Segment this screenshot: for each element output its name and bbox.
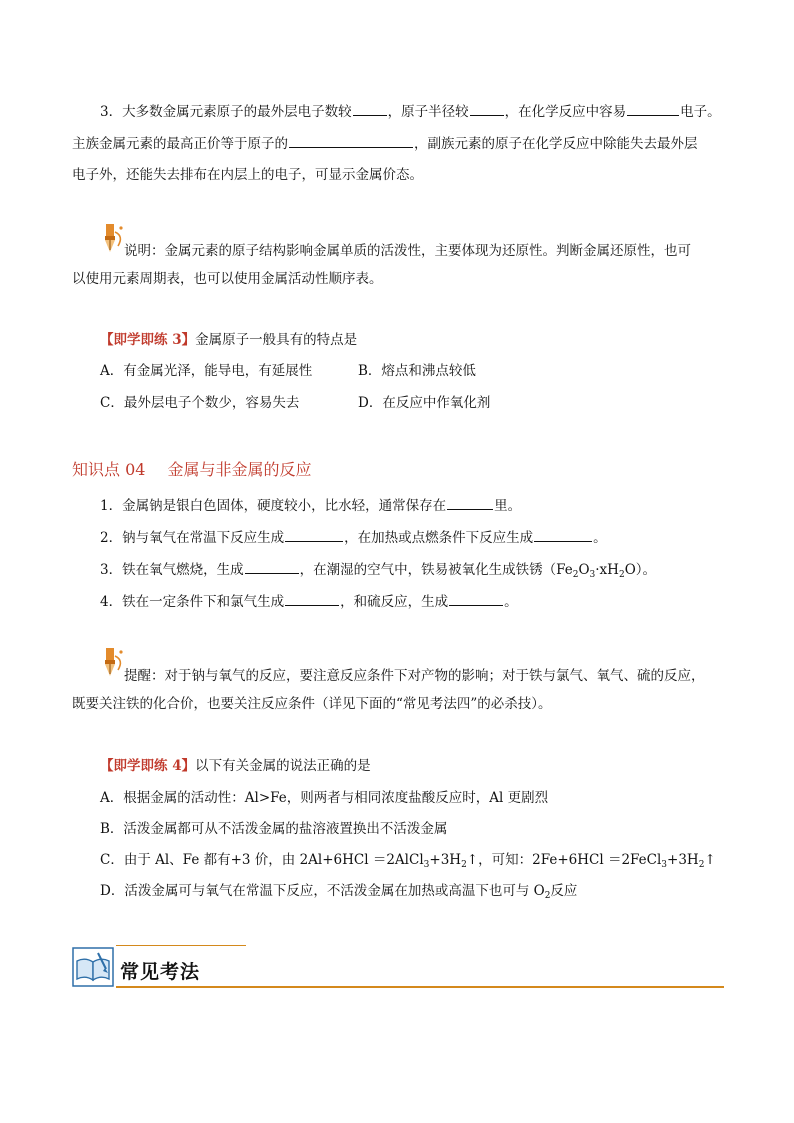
p3-line1 — [100, 101, 721, 122]
fill-blank[interactable] — [245, 559, 299, 574]
kp4-item1-text-b: 里。 — [494, 498, 522, 514]
fill-blank[interactable] — [627, 101, 679, 116]
pen-note-icon — [100, 646, 126, 680]
practice3-tag: 【即学即练 3】 — [100, 332, 196, 348]
practice4-option-c-text-c: ↑，可知：2Fe+6HCl ＝2FeCl — [466, 852, 662, 868]
kp4-item2-text-b: ，在加热或点燃条件下反应生成 — [344, 530, 534, 546]
subscript: 2 — [461, 860, 467, 870]
fill-blank[interactable] — [449, 591, 503, 606]
kp4-item2-text-a: 2．钠与氧气在常温下反应生成 — [100, 530, 285, 546]
practice4-option-c-text-b: +3H — [429, 852, 462, 868]
note2-line1: 提醒：对于钠与氧气的反应，要注意反应条件下对产物的影响；对于铁与氯气、氧气、硫的反应， — [124, 668, 705, 684]
practice4-option-b[interactable]: B．活泼金属都可从不活泼金属的盐溶液置换出不活泼金属 — [100, 821, 448, 837]
practice4-option-c-text-e: ↑ — [704, 852, 716, 868]
kp4-item3-text-d: ·xH — [595, 562, 619, 578]
kp4-item2-text-c: 。 — [593, 530, 607, 546]
kp4-item1 — [100, 495, 521, 516]
kp4-item3-text-c: O — [578, 562, 590, 578]
section-rule — [116, 986, 724, 988]
knowledge-point-number: 知识点 04 — [72, 460, 146, 479]
practice4-option-d-text-b: 反应 — [550, 883, 578, 899]
practice4-tag: 【即学即练 4】 — [100, 758, 196, 774]
practice4-option-c-text-a: C．由于 Al、Fe 都有+3 价，由 2Al+6HCl ＝2AlCl — [100, 852, 424, 868]
practice4-option-c[interactable] — [100, 850, 716, 875]
section-title: 常见考法 — [120, 961, 201, 983]
practice4-option-c-text-d: +3H — [667, 852, 699, 868]
practice4-option-a[interactable]: A．根据金属的活动性：Al>Fe，则两者与相同浓度盐酸反应时，Al 更剧烈 — [100, 790, 549, 806]
p3-text-line2a: 主族金属元素的最高正价等于原子的 — [72, 136, 288, 152]
practice3-option-d[interactable]: D．在反应中作氧化剂 — [358, 395, 491, 411]
knowledge-point-heading — [72, 459, 311, 481]
kp4-item4-text-c: 。 — [504, 594, 518, 610]
kp4-item4-text-a: 4．铁在一定条件下和氯气生成 — [100, 594, 285, 610]
practice3-question-text: 金属原子一般具有的特点是 — [195, 332, 358, 348]
section-header — [72, 945, 724, 989]
open-book-icon — [72, 947, 114, 987]
fill-blank[interactable] — [285, 591, 339, 606]
document-page — [72, 0, 724, 1123]
p3-text-d: 电子。 — [680, 104, 721, 120]
fill-blank[interactable] — [534, 527, 592, 542]
kp4-item4-text-b: ，和硫反应，生成 — [340, 594, 449, 610]
p3-line2 — [72, 133, 698, 154]
subscript: 2 — [618, 570, 625, 580]
fill-blank[interactable] — [470, 101, 504, 116]
subscript: 2 — [698, 860, 705, 870]
subscript: 3 — [589, 570, 596, 580]
knowledge-point-title: 金属与非金属的反应 — [167, 460, 312, 479]
practice4-option-d-text-a: D．活泼金属可与氧气在常温下反应，不活泼金属在加热或高温下也可与 O — [100, 883, 545, 899]
note1-line1: 说明：金属元素的原子结构影响金属单质的活泼性，主要体现为还原性。判断金属还原性，也可 — [124, 243, 691, 259]
pen-note-icon — [100, 222, 126, 256]
fill-blank[interactable] — [285, 527, 343, 542]
subscript: 3 — [661, 860, 668, 870]
fill-blank[interactable] — [447, 495, 493, 510]
practice4-option-d[interactable] — [100, 881, 577, 906]
kp4-item3 — [100, 559, 656, 585]
practice3-question — [100, 330, 357, 350]
fill-blank[interactable] — [289, 133, 413, 148]
p3-text-a: 3．大多数金属元素原子的最外层电子数较 — [100, 104, 352, 120]
practice3-option-a[interactable]: A．有金属光泽，能导电，有延展性 — [100, 363, 313, 379]
kp4-item1-text-a: 1．金属钠是银白色固体，硬度较小，比水轻，通常保存在 — [100, 498, 447, 514]
subscript: 3 — [423, 860, 430, 870]
fill-blank[interactable] — [353, 101, 387, 116]
practice3-option-c[interactable]: C．最外层电子个数少，容易失去 — [100, 395, 300, 411]
kp4-item2 — [100, 527, 607, 548]
p3-line3: 电子外，还能失去排布在内层上的电子，可显示金属价态。 — [72, 167, 423, 183]
practice3-option-b[interactable]: B．熔点和沸点较低 — [358, 363, 476, 379]
note1-line2: 以使用元素周期表，也可以使用金属活动性顺序表。 — [72, 271, 383, 287]
subscript: 2 — [572, 570, 579, 580]
kp4-item3-text-a: 3．铁在氧气燃烧，生成 — [100, 562, 244, 578]
kp4-item3-text-b: ，在潮湿的空气中，铁易被氧化生成铁锈（Fe — [299, 562, 573, 578]
section-top-rule — [116, 945, 246, 946]
p3-text-b: ，原子半径较 — [387, 104, 469, 120]
practice4-question — [100, 756, 371, 776]
practice4-question-text: 以下有关金属的说法正确的是 — [195, 758, 371, 774]
subscript: 2 — [544, 891, 551, 901]
kp4-item4 — [100, 591, 518, 612]
note2-line2: 既要关注铁的化合价，也要关注反应条件（详见下面的“常见考法四”的必杀技）。 — [72, 696, 552, 712]
kp4-item3-text-e: O）。 — [624, 562, 657, 578]
p3-text-line2b: ，副族元素的原子在化学反应中除能失去最外层 — [414, 136, 698, 152]
p3-text-c: ，在化学反应中容易 — [504, 104, 627, 120]
